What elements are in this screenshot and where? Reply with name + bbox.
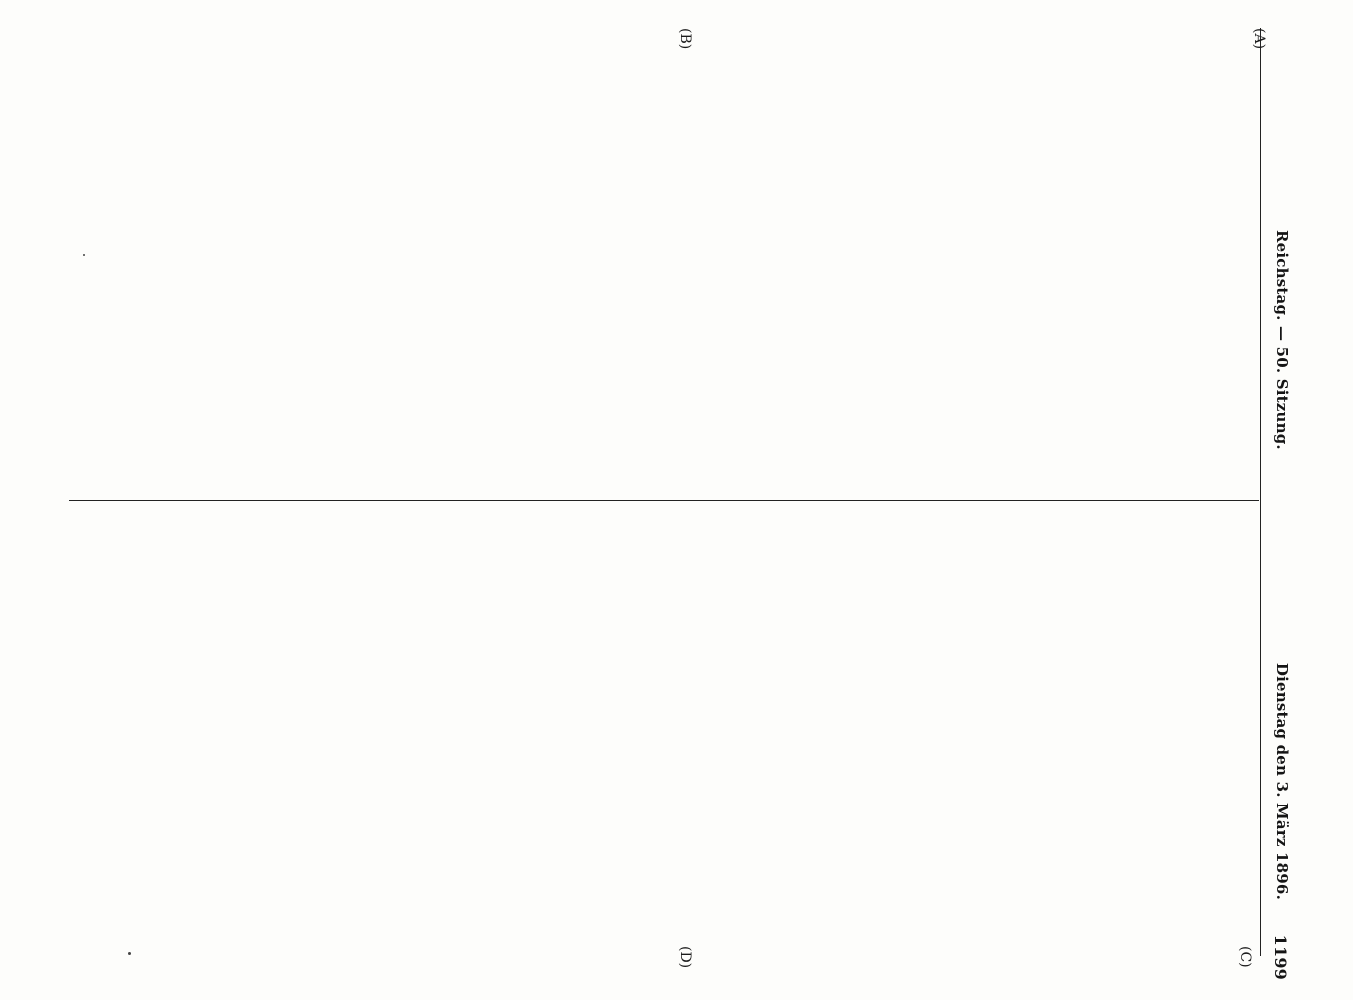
text-line — [538, 58, 553, 490]
text-line — [176, 58, 191, 490]
text-line — [1192, 522, 1207, 942]
paragraph — [964, 522, 1253, 942]
text-line — [781, 522, 796, 942]
text-line — [84, 58, 99, 490]
text-line — [614, 58, 629, 490]
paragraph — [0, 522, 27, 942]
text-line — [617, 522, 632, 942]
text-line — [705, 58, 720, 490]
text-line — [1009, 58, 1024, 490]
text-line — [233, 58, 248, 490]
text-line — [1010, 522, 1025, 942]
text-line — [720, 58, 735, 490]
text-line — [180, 522, 195, 942]
text-line — [462, 58, 477, 490]
text-line — [933, 58, 948, 490]
text-line — [450, 522, 465, 942]
text-line — [660, 522, 675, 942]
paragraph — [28, 522, 332, 942]
text-line — [28, 522, 43, 942]
header-session: Reichstag. — 50. Sitzung. — [1273, 230, 1291, 450]
text-line — [401, 58, 416, 490]
running-header — [1267, 60, 1291, 980]
text-line — [1056, 58, 1071, 490]
text-line — [526, 522, 541, 942]
text-line — [1238, 522, 1253, 942]
margin-mark-a: (A) — [1251, 28, 1267, 50]
text-line — [1147, 522, 1162, 942]
text-line — [226, 522, 241, 942]
text-line — [572, 522, 587, 942]
text-line — [995, 522, 1010, 942]
text-line — [557, 522, 572, 942]
margin-mark-c: (C) — [1237, 946, 1253, 968]
text-line — [279, 58, 294, 490]
text-line — [0, 58, 8, 490]
text-line — [1071, 522, 1086, 942]
text-line — [1147, 58, 1162, 490]
text-line — [496, 522, 511, 942]
text-line — [511, 522, 526, 942]
text-line — [8, 58, 23, 490]
text-line — [195, 522, 210, 942]
text-line — [435, 522, 450, 942]
text-line — [302, 522, 317, 942]
text-line — [705, 522, 720, 942]
text-line — [309, 58, 324, 490]
text-line — [888, 522, 903, 942]
text-line — [690, 522, 705, 942]
text-line — [197, 58, 212, 490]
text-line — [390, 522, 405, 942]
text-line — [827, 58, 842, 490]
text-line — [751, 522, 766, 942]
text-line — [888, 58, 903, 490]
text-line — [218, 58, 233, 490]
text-line — [639, 522, 654, 942]
text-line — [980, 522, 995, 942]
text-line — [872, 522, 887, 942]
margin-mark-d: (D) — [677, 946, 693, 969]
text-line — [53, 58, 68, 490]
text-line — [493, 58, 508, 490]
text-line — [99, 58, 114, 490]
header-rule — [1260, 28, 1261, 956]
text-line — [420, 522, 435, 942]
text-line — [1116, 58, 1131, 490]
text-line — [477, 58, 492, 490]
text-line — [720, 522, 735, 942]
paragraph — [359, 522, 632, 942]
text-line — [994, 58, 1009, 490]
text-line — [751, 58, 766, 490]
text-line — [1223, 522, 1238, 942]
text-line — [271, 522, 286, 942]
text-line — [256, 522, 271, 942]
text-line — [796, 522, 811, 942]
text-line — [903, 522, 918, 942]
text-line — [827, 522, 842, 942]
text-line — [1132, 522, 1147, 942]
text-line — [374, 522, 389, 942]
text-line — [23, 58, 38, 490]
text-line — [918, 58, 933, 490]
text-line — [1162, 58, 1177, 490]
text-line — [161, 58, 176, 490]
text-line — [675, 58, 690, 490]
text-line — [766, 58, 781, 490]
text-line — [432, 58, 447, 490]
text-line — [1040, 522, 1055, 942]
paragraph — [417, 58, 1055, 490]
text-line — [1101, 522, 1116, 942]
text-line — [660, 58, 675, 490]
text-line — [508, 58, 523, 490]
text-line — [948, 522, 963, 942]
ink-speck — [83, 254, 85, 256]
text-line — [541, 522, 556, 942]
text-line — [964, 522, 979, 942]
text-line — [1207, 522, 1222, 942]
text-line — [523, 58, 538, 490]
text-line — [736, 58, 751, 490]
text-line — [857, 58, 872, 490]
interjection-line — [338, 522, 353, 942]
text-line — [736, 522, 751, 942]
text-line — [690, 58, 705, 490]
text-line — [584, 58, 599, 490]
text-line — [553, 58, 568, 490]
text-line — [241, 522, 256, 942]
text-line — [481, 522, 496, 942]
text-line — [857, 522, 872, 942]
text-line — [74, 522, 89, 942]
text-line — [370, 58, 385, 490]
text-line — [781, 58, 796, 490]
text-line — [1207, 58, 1222, 490]
text-line — [385, 58, 400, 490]
text-line — [129, 58, 144, 490]
text-line — [1132, 58, 1147, 490]
text-line — [119, 522, 134, 942]
text-line — [842, 522, 857, 942]
text-line — [150, 522, 165, 942]
text-line — [43, 522, 58, 942]
text-line — [405, 522, 420, 942]
text-line — [447, 58, 462, 490]
text-line — [979, 58, 994, 490]
text-line — [59, 522, 74, 942]
text-line — [69, 58, 84, 490]
text-line — [645, 58, 660, 490]
text-line — [872, 58, 887, 490]
text-line — [1162, 522, 1177, 942]
interjection-line — [639, 522, 654, 942]
text-line — [1192, 58, 1207, 490]
text-line — [933, 522, 948, 942]
text-line — [12, 522, 27, 942]
text-line — [1056, 522, 1071, 942]
text-line — [264, 58, 279, 490]
text-line — [104, 522, 119, 942]
text-line — [796, 58, 811, 490]
text-line — [812, 58, 827, 490]
text-line — [249, 58, 264, 490]
text-line — [210, 522, 225, 942]
text-line — [89, 522, 104, 942]
margin-mark-b: (B) — [677, 28, 693, 50]
header-date: Dienstag den 3. März 1896. — [1273, 662, 1291, 900]
interjection-line — [197, 58, 212, 490]
paragraph — [218, 58, 415, 490]
page-number: 1199 — [1271, 934, 1290, 980]
text-line — [599, 58, 614, 490]
text-column-right — [83, 522, 1253, 942]
text-line — [135, 522, 150, 942]
text-line — [1101, 58, 1116, 490]
text-line — [1177, 522, 1192, 942]
text-line — [114, 58, 129, 490]
text-line — [963, 58, 978, 490]
text-line — [766, 522, 781, 942]
text-line — [1039, 58, 1054, 490]
text-column-left — [83, 58, 1253, 490]
text-line — [1024, 58, 1039, 490]
text-line — [465, 522, 480, 942]
ink-speck — [128, 952, 131, 955]
paragraph — [1056, 58, 1253, 490]
text-line — [1086, 58, 1101, 490]
text-line — [0, 522, 12, 942]
text-line — [675, 522, 690, 942]
text-line — [1177, 58, 1192, 490]
text-line — [948, 58, 963, 490]
text-line — [145, 58, 160, 490]
text-line — [1086, 522, 1101, 942]
text-line — [417, 58, 432, 490]
text-line — [340, 58, 355, 490]
paragraph — [660, 522, 964, 942]
text-line — [602, 522, 617, 942]
column-divider — [69, 500, 1259, 501]
text-line — [359, 522, 374, 942]
text-line — [812, 522, 827, 942]
text-line — [587, 522, 602, 942]
text-line — [903, 58, 918, 490]
paragraph — [0, 58, 160, 490]
text-line — [338, 522, 353, 942]
text-line — [569, 58, 584, 490]
text-line — [1025, 522, 1040, 942]
text-line — [355, 58, 370, 490]
text-line — [842, 58, 857, 490]
text-line — [294, 58, 309, 490]
text-line — [1223, 58, 1238, 490]
text-line — [317, 522, 332, 942]
text-line — [38, 58, 53, 490]
text-line — [286, 522, 301, 942]
text-line — [629, 58, 644, 490]
text-line — [918, 522, 933, 942]
text-line — [1238, 58, 1253, 490]
paragraph — [161, 58, 191, 490]
text-line — [1071, 58, 1086, 490]
text-line — [325, 58, 340, 490]
text-line — [165, 522, 180, 942]
text-line — [1116, 522, 1131, 942]
